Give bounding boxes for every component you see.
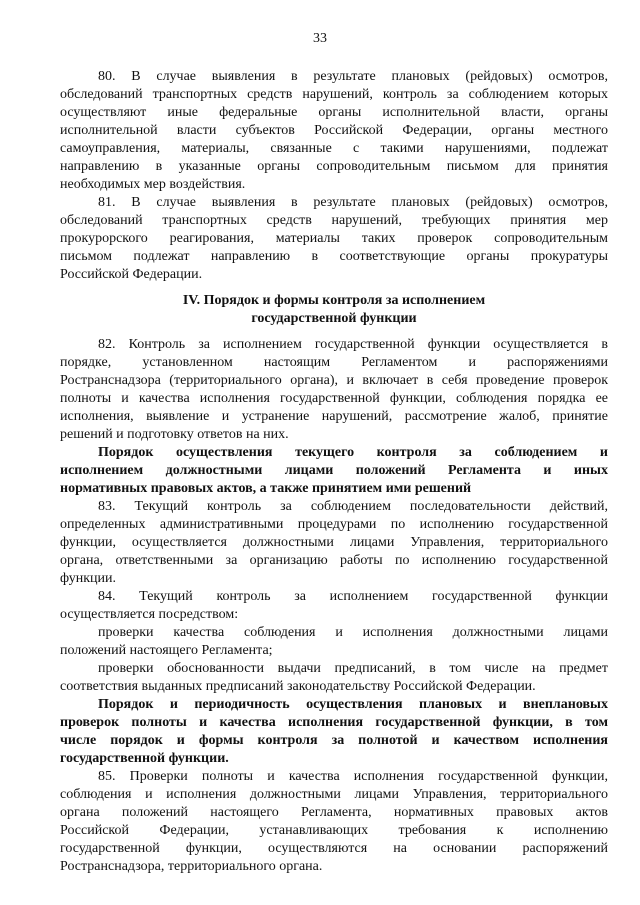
- paragraph-line: письмом подлежат направлению в соответствующие органы прокуратуры: [60, 249, 608, 264]
- heading-line: исполнением должностными лицами положений Регламента и иных: [60, 463, 608, 478]
- paragraph-line: 81. В случае выявления в результате плановых (рейдовых) осмотров,: [98, 195, 608, 210]
- paragraph-line: прокурорского реагирования, материалы таких проверок сопроводительным: [60, 231, 608, 246]
- paragraph-line: органа положений настоящего Регламента, нормативных правовых актов: [60, 805, 608, 820]
- paragraph-line: функции, осуществляется должностными лицами Управления, территориального: [60, 535, 608, 550]
- paragraph-line: исполнения, выявление и устранение нарушений, рассмотрение жалоб, принятие: [60, 409, 608, 424]
- paragraph-line: органа, ответственными за организацию работы по исполнению государственной: [60, 553, 608, 568]
- paragraph-line: Российской Федерации.: [60, 267, 203, 282]
- paragraph-line: 85. Проверки полноты и качества исполнения государственной функции,: [98, 769, 608, 784]
- paragraph-line: Российской Федерации, устанавливающих требования к исполнению: [60, 823, 608, 838]
- paragraph-line: порядке, установленном настоящим Регламентом и распоряжениями: [60, 355, 608, 370]
- paragraph-line: осуществляется посредством:: [60, 607, 239, 622]
- paragraph-line: 80. В случае выявления в результате плановых (рейдовых) осмотров,: [98, 69, 608, 84]
- heading-line: числе порядок и формы контроля за полнотой и качеством исполнения: [60, 733, 608, 748]
- paragraph-line: обследований транспортных средств нарушений, требующих принятия мер: [60, 213, 608, 228]
- paragraph-line: необходимых мер воздействия.: [60, 177, 246, 192]
- heading-line: государственной функции: [251, 311, 417, 326]
- paragraph-line: исполнительной власти субъектов Российской Федерации, органы местного: [60, 123, 608, 138]
- heading-line: нормативных правовых актов, а также принятием ими решений: [60, 481, 472, 496]
- paragraph-line: положений настоящего Регламента;: [60, 643, 273, 658]
- paragraph-line: определенных административными процедурами по исполнению государственной: [60, 517, 608, 532]
- paragraph-line: направлению в указанные органы сопроводительным письмом для принятия: [60, 159, 608, 174]
- heading-line: Порядок и периодичность осуществления плановых и внеплановых: [98, 697, 608, 712]
- paragraph-line: функции.: [60, 571, 116, 586]
- paragraph-line: осуществляют иные федеральные органы исполнительной власти, органы: [60, 105, 608, 120]
- paragraph-line: 83. Текущий контроль за соблюдением последовательности действий,: [98, 499, 608, 514]
- paragraph-line: Ространснадзора (территориального органа), и включает в себя проведение проверок: [60, 373, 608, 388]
- paragraph-line: полноты и качества исполнения государственной функции, соблюдения порядка ее: [60, 391, 608, 406]
- paragraph-line: обследований транспортных средств нарушений, контроль за соблюдением которых: [60, 87, 608, 102]
- paragraph-line: соблюдения и исполнения должностными лицами Управления, территориального: [60, 787, 608, 802]
- paragraph-line: самоуправления, материалы, связанные с такими нарушениями, подлежат: [60, 141, 608, 156]
- page-number: 33: [313, 31, 327, 46]
- paragraph-line: решений и подготовку ответов на них.: [60, 427, 289, 442]
- heading-line: государственной функции.: [60, 751, 229, 766]
- paragraph-line: проверки обоснованности выдачи предписаний, в том числе на предмет: [98, 661, 608, 676]
- paragraph-line: 82. Контроль за исполнением государственной функции осуществляется в: [98, 337, 608, 352]
- paragraph-line: государственной функции, осуществляются на основании распоряжений: [60, 841, 608, 856]
- heading-line: Порядок осуществления текущего контроля за соблюдением и: [98, 445, 608, 460]
- paragraph-line: 84. Текущий контроль за исполнением государственной функции: [98, 589, 608, 604]
- paragraph-line: соответствия выданных предписаний законодательству Российской Федерации.: [60, 679, 536, 694]
- paragraph-line: Ространснадзора, территориального органа.: [60, 859, 323, 874]
- paragraph-line: проверки качества соблюдения и исполнения должностными лицами: [98, 625, 608, 640]
- heading-line: проверок полноты и качества исполнения государственной функции, в том: [60, 715, 608, 730]
- heading-line: IV. Порядок и формы контроля за исполнением: [182, 293, 486, 308]
